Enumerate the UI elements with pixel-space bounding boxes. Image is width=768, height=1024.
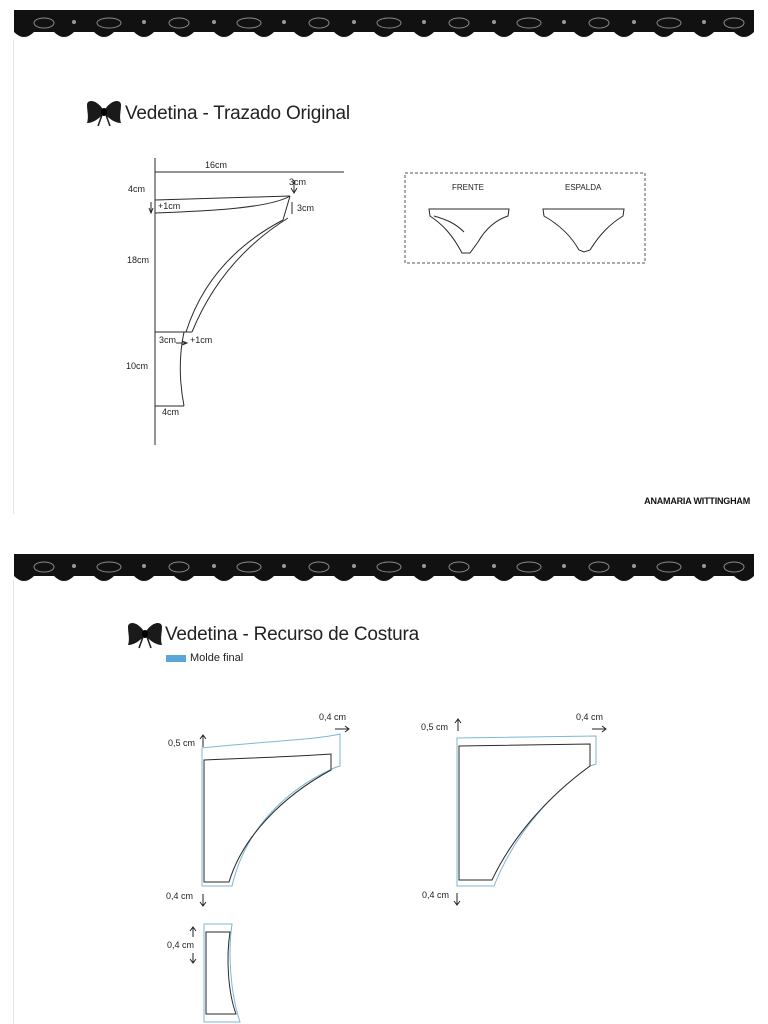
label-plus1cm-top: +1cm	[158, 201, 181, 211]
pattern-crotch-curve-outer	[186, 220, 283, 332]
label-18cm: 18cm	[127, 255, 150, 265]
label-3cm-bottom: 3cm	[159, 335, 177, 345]
page-title: Vedetina - Trazado Original	[125, 103, 350, 124]
label-a-bottom: 0,4 cm	[166, 891, 194, 901]
original-outline	[206, 932, 236, 1014]
arrow-down-icon	[452, 892, 462, 906]
front-briefs-outline	[429, 209, 509, 253]
label-c-side: 0,4 cm	[167, 940, 195, 950]
label-16cm: 16cm	[205, 160, 228, 170]
seam-allowance-outline	[204, 924, 240, 1022]
pattern-piece-front	[195, 720, 355, 890]
label-frente: FRENTE	[452, 183, 484, 192]
author-credit: ANAMARIA WITTINGHAM	[644, 496, 750, 506]
pattern-side-line	[283, 196, 290, 220]
seam-allowance-outline	[457, 736, 596, 886]
garment-views-box	[404, 172, 646, 266]
label-a-top-right: 0,4 cm	[319, 712, 347, 722]
back-briefs-outline	[543, 209, 624, 252]
arrow-up-icon	[198, 734, 208, 748]
label-4cm: 4cm	[128, 184, 146, 194]
label-b-top-right: 0,4 cm	[576, 712, 604, 722]
pattern-piece-back	[452, 726, 612, 890]
label-b-bottom: 0,4 cm	[422, 890, 450, 900]
arrow-up-icon	[188, 926, 198, 938]
slide-gap	[0, 514, 768, 540]
label-10cm: 10cm	[126, 361, 149, 371]
arrow-down-icon	[188, 952, 198, 964]
arrow-right-icon	[334, 725, 350, 733]
label-a-top-left: 0,5 cm	[168, 738, 196, 748]
original-outline	[204, 754, 331, 882]
label-espalda: ESPALDA	[565, 183, 602, 192]
pattern-crotch-curve-inner	[192, 218, 288, 332]
label-4cm-bottom: 4cm	[162, 407, 180, 417]
pattern-original	[120, 150, 360, 450]
slide-border	[13, 40, 14, 514]
lace-banner	[14, 10, 754, 44]
label-b-top-left: 0,5 cm	[421, 722, 449, 732]
page-title: Vedetina - Recurso de Costura	[165, 624, 420, 645]
label-plus1cm-bottom: +1cm	[190, 335, 213, 345]
slide-recurso-costura	[0, 540, 768, 1024]
pattern-waist-line	[155, 196, 290, 200]
legend-swatch-molde-final	[166, 655, 186, 662]
arrow-right-icon	[591, 725, 607, 733]
bow-icon	[85, 97, 123, 127]
slide-border	[13, 580, 14, 1024]
bow-icon	[126, 619, 164, 649]
label-3cm-top: 3cm	[289, 177, 307, 187]
original-outline	[459, 744, 590, 880]
lace-banner	[14, 554, 754, 588]
pattern-piece-gusset	[200, 922, 248, 1024]
arrow-up-icon	[453, 718, 463, 732]
label-3cm-side: 3cm	[297, 203, 315, 213]
arrow-down-icon	[198, 893, 208, 907]
legend-label: Molde final	[190, 652, 244, 664]
